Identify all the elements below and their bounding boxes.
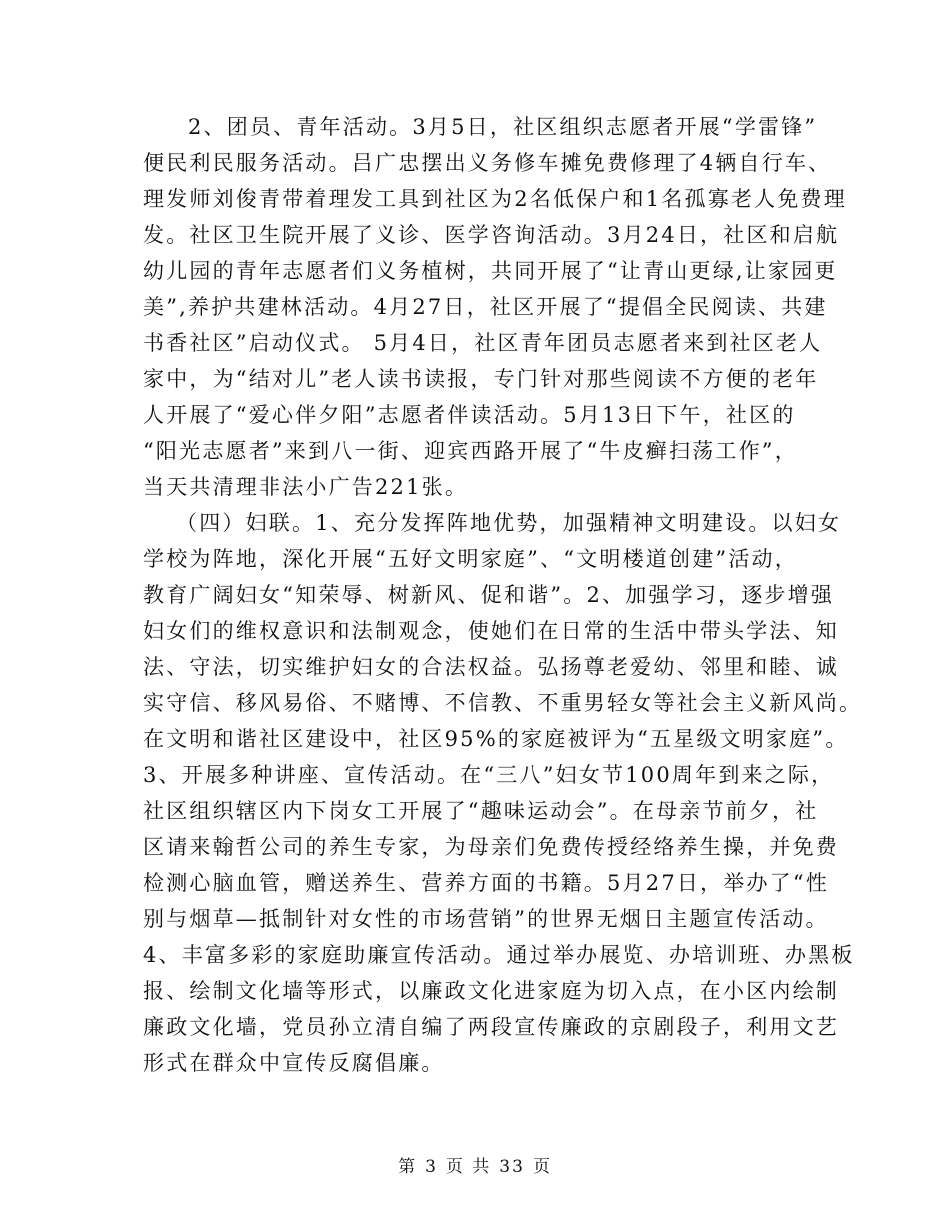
paragraph-line: “阳光志愿者”来到八一街、迎宾西路开展了“牛皮癣扫荡工作”，: [143, 439, 798, 463]
paragraph-line: 在文明和谐社区建设中，社区95%的家庭被评为“五星级文明家庭”。: [143, 727, 849, 751]
paragraph-line: 报、绘制文化墙等形式，以廉政文化进家庭为切入点，在小区内绘制: [143, 979, 839, 1003]
page-footer: [0, 1152, 950, 1177]
paragraph-line: 家中，为“结对儿”老人读书读报，专门针对那些阅读不方便的老年: [143, 367, 819, 391]
paragraph-line: 幼儿园的青年志愿者们义务植树，共同开展了“让青山更绿,让家园更: [143, 259, 838, 283]
paragraph-line: 3、开展多种讲座、宣传活动。在“三八”妇女节100周年到来之际，: [143, 763, 835, 787]
paragraph-line: 理发师刘俊青带着理发工具到社区为2名低保户和1名孤寡老人免费理: [143, 187, 847, 211]
paragraph-line: 发。社区卫生院开展了义诊、医学咨询活动。3月24日，社区和启航: [143, 223, 840, 247]
current-page-number: 3: [425, 1157, 438, 1177]
paragraph-line: 形式在群众中宣传反腐倡廉。: [143, 1051, 445, 1075]
footer-suffix: 页: [532, 1157, 552, 1177]
paragraph-line: 当天共清理非法小广告221张。: [143, 475, 469, 499]
paragraph-line: 学校为阵地，深化开展“五好文明家庭”、“文明楼道创建”活动，: [143, 547, 798, 571]
paragraph-line: 法、守法，切实维护妇女的合法权益。弘扬尊老爱幼、邻里和睦、诚: [143, 655, 839, 679]
footer-prefix: 第: [398, 1157, 418, 1177]
paragraph-line: 教育广阔妇女“知荣辱、树新风、促和谐”。2、加强学习，逐步增强: [143, 583, 835, 607]
paragraph-line: 便民利民服务活动。吕广忠摆出义务修车摊免费修理了4辆自行车、: [143, 151, 832, 175]
paragraph-line: 人开展了“爱心伴夕阳”志愿者伴读活动。5月13日下午，社区的: [143, 403, 796, 427]
paragraph-line: 社区组织辖区内下岗女工开展了“趣味运动会”。在母亲节前夕，社: [143, 799, 819, 823]
total-pages-number: 33: [499, 1157, 525, 1177]
paragraph-line: （四）妇联。1、充分发挥阵地优势，加强精神文明建设。以妇女: [176, 511, 842, 535]
paragraph-line: 2、团员、青年活动。3月5日，社区组织志愿者开展“学雷锋”: [188, 115, 818, 139]
paragraph-line: 实守信、移风易俗、不赌博、不信教、不重男轻女等社会主义新风尚。: [143, 691, 863, 715]
paragraph-line: 美”,养护共建林活动。4月27日，社区开展了“提倡全民阅读、共建: [143, 295, 828, 319]
paragraph-line: 妇女们的维权意识和法制观念，使她们在日常的生活中带头学法、知: [143, 619, 839, 643]
paragraph-line: 区请来翰哲公司的养生专家，为母亲们免费传授经络养生操，并免费: [143, 835, 839, 859]
paragraph-line: 别与烟草—抵制针对女性的市场营销”的世界无烟日主题宣传活动。: [143, 907, 829, 931]
paragraph-line: 书香社区”启动仪式。 5月4日，社区青年团员志愿者来到社区老人: [143, 331, 823, 355]
paragraph-line: 4、丰富多彩的家庭助廉宣传活动。通过举办展览、办培训班、办黑板: [143, 943, 855, 967]
paragraph-line: 廉政文化墙，党员孙立清自编了两段宣传廉政的京剧段子，利用文艺: [143, 1015, 839, 1039]
paragraph-line: 检测心脑血管，赠送养生、营养方面的书籍。5月27日，举办了“性: [143, 871, 830, 895]
footer-middle: 页 共: [445, 1157, 492, 1177]
